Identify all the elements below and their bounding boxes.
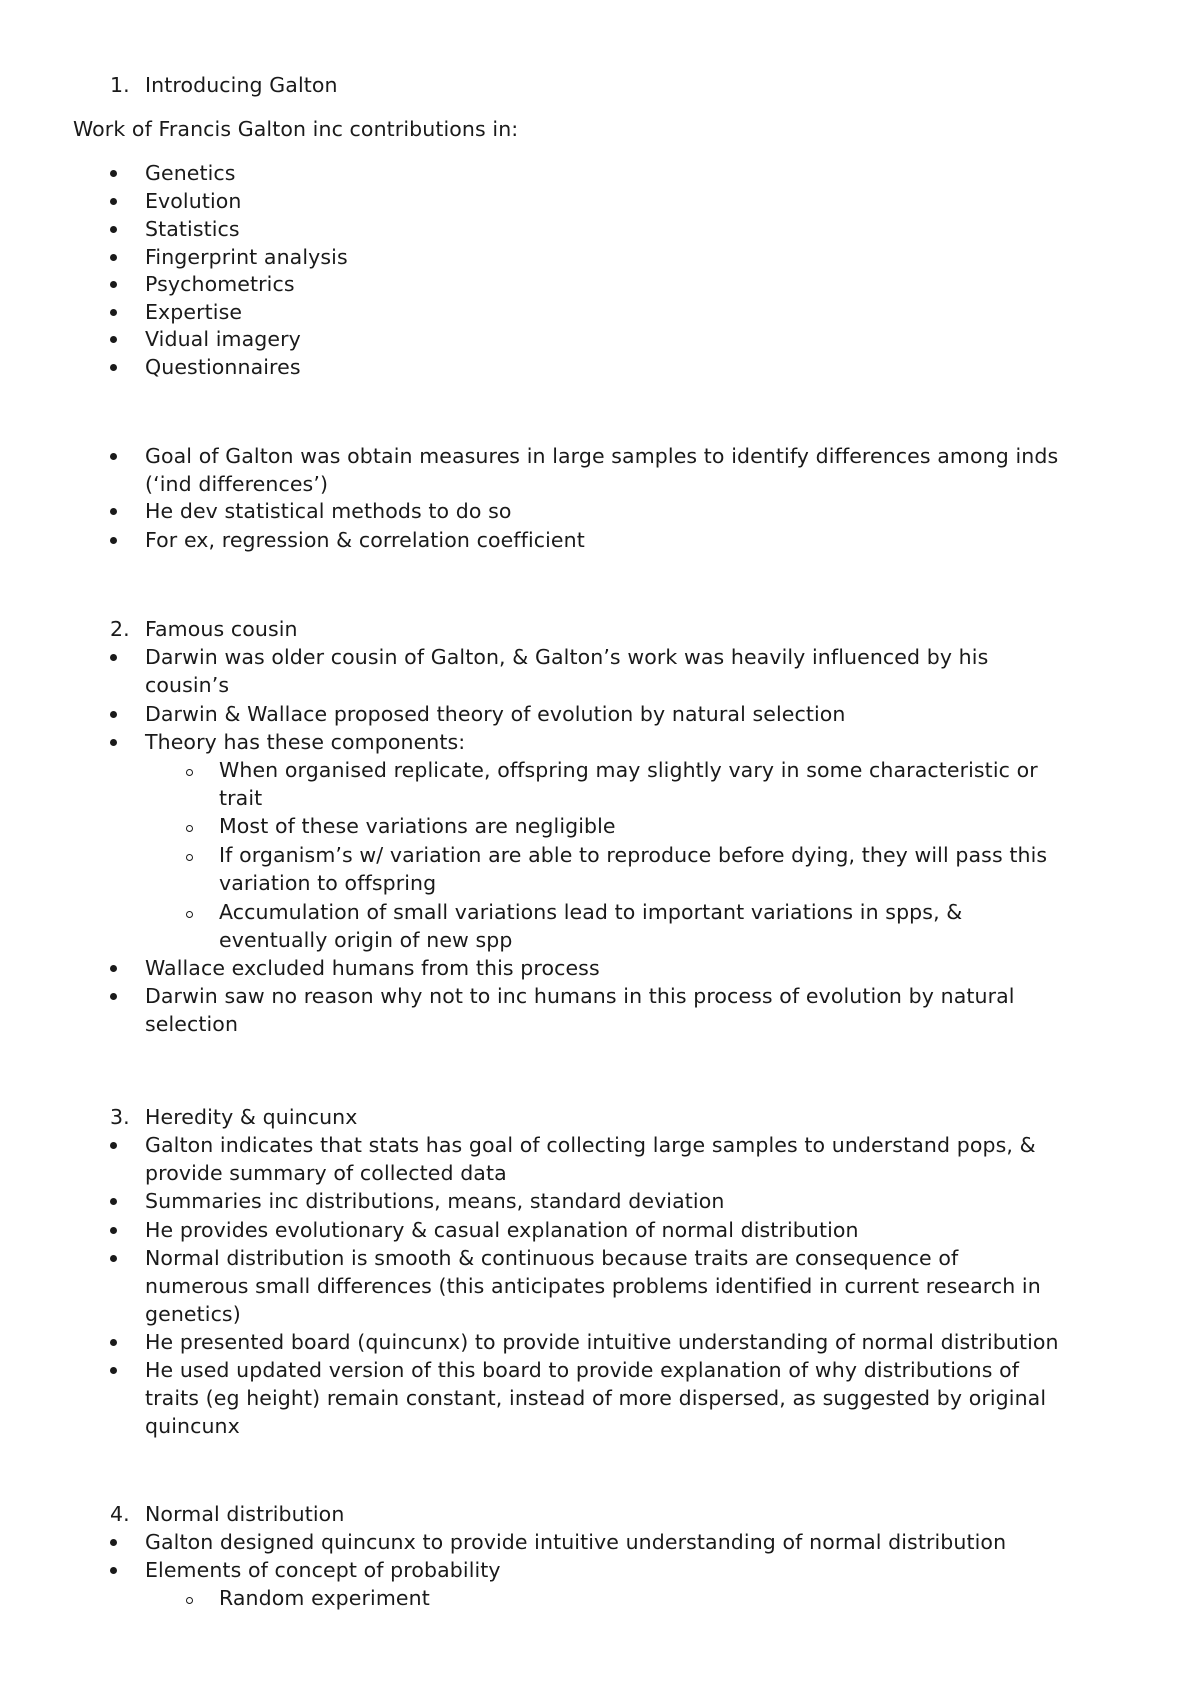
list-item-continuation: traits (eg height) remain constant, instead of more dispersed, as suggested by original <box>145 1386 1047 1410</box>
sub-bullet-icon <box>186 1597 193 1604</box>
list-item-continuation: quincunx <box>145 1414 240 1438</box>
bullet-icon <box>110 336 117 343</box>
section-heading: Normal distribution <box>145 1502 345 1526</box>
list-item: He dev statistical methods to do so <box>145 499 512 523</box>
list-item: Evolution <box>145 189 242 213</box>
section-number: 4. <box>110 1502 130 1526</box>
section-number: 1. <box>110 73 130 97</box>
bullet-icon <box>110 1367 117 1374</box>
bullet-icon <box>110 226 117 233</box>
list-item: Summaries inc distributions, means, standard deviation <box>145 1189 725 1213</box>
list-item: Goal of Galton was obtain measures in large samples to identify differences among inds <box>145 444 1059 468</box>
bullet-icon <box>110 965 117 972</box>
list-item-continuation: genetics) <box>145 1302 241 1326</box>
bullet-icon <box>110 170 117 177</box>
bullet-icon <box>110 309 117 316</box>
section-intro: Work of Francis Galton inc contributions in: <box>73 117 519 141</box>
list-item: He provides evolutionary & casual explanation of normal distribution <box>145 1218 859 1242</box>
bullet-icon <box>110 453 117 460</box>
sub-list-item-continuation: trait <box>219 786 263 810</box>
list-item-continuation: selection <box>145 1012 239 1036</box>
bullet-icon <box>110 364 117 371</box>
bullet-icon <box>110 711 117 718</box>
bullet-icon <box>110 739 117 746</box>
bullet-icon <box>110 537 117 544</box>
sub-list-item: Random experiment <box>219 1586 430 1610</box>
list-item: Normal distribution is smooth & continuous because traits are consequence of <box>145 1246 959 1270</box>
sub-list-item: If organism’s w/ variation are able to reproduce before dying, they will pass this <box>219 843 1048 867</box>
section-number: 3. <box>110 1105 130 1129</box>
list-item: Darwin was older cousin of Galton, & Galton’s work was heavily influenced by his <box>145 645 989 669</box>
list-item: He used updated version of this board to provide explanation of why distributions of <box>145 1358 1020 1382</box>
list-item: For ex, regression & correlation coefficient <box>145 528 585 552</box>
bullet-icon <box>110 281 117 288</box>
bullet-icon <box>110 1339 117 1346</box>
sub-list-item-continuation: variation to offspring <box>219 871 437 895</box>
bullet-icon <box>110 1539 117 1546</box>
bullet-icon <box>110 1198 117 1205</box>
bullet-icon <box>110 654 117 661</box>
list-item: Darwin saw no reason why not to inc humans in this process of evolution by natural <box>145 984 1015 1008</box>
section-heading: Introducing Galton <box>145 73 338 97</box>
list-item: Statistics <box>145 217 240 241</box>
list-item: Galton designed quincunx to provide intuitive understanding of normal distribution <box>145 1530 1007 1554</box>
list-item: Darwin & Wallace proposed theory of evolution by natural selection <box>145 702 846 726</box>
sub-list-item: Most of these variations are negligible <box>219 814 616 838</box>
bullet-icon <box>110 1142 117 1149</box>
bullet-icon <box>110 1255 117 1262</box>
list-item: Genetics <box>145 161 236 185</box>
sub-bullet-icon <box>186 769 193 776</box>
bullet-icon <box>110 508 117 515</box>
sub-bullet-icon <box>186 825 193 832</box>
bullet-icon <box>110 993 117 1000</box>
list-item: Elements of concept of probability <box>145 1558 501 1582</box>
bullet-icon <box>110 198 117 205</box>
list-item: Wallace excluded humans from this process <box>145 956 600 980</box>
list-item: He presented board (quincunx) to provide intuitive understanding of normal distribution <box>145 1330 1059 1354</box>
section-number: 2. <box>110 617 130 641</box>
list-item: Questionnaires <box>145 355 301 379</box>
sub-list-item: When organised replicate, offspring may slightly vary in some characteristic or <box>219 758 1038 782</box>
list-item: Galton indicates that stats has goal of collecting large samples to understand pops, & <box>145 1133 1036 1157</box>
list-item: Theory has these components: <box>145 730 466 754</box>
list-item: Psychometrics <box>145 272 295 296</box>
sub-list-item: Accumulation of small variations lead to important variations in spps, & <box>219 900 963 924</box>
sub-list-item-continuation: eventually origin of new spp <box>219 928 513 952</box>
list-item-continuation: numerous small differences (this anticipates problems identified in current research in <box>145 1274 1041 1298</box>
bullet-icon <box>110 1567 117 1574</box>
list-item-continuation: cousin’s <box>145 673 230 697</box>
section-heading: Heredity & quincunx <box>145 1105 358 1129</box>
list-item: Vidual imagery <box>145 327 301 351</box>
section-heading: Famous cousin <box>145 617 298 641</box>
list-item-continuation: provide summary of collected data <box>145 1161 507 1185</box>
sub-bullet-icon <box>186 911 193 918</box>
list-item: Fingerprint analysis <box>145 245 348 269</box>
bullet-icon <box>110 1227 117 1234</box>
sub-bullet-icon <box>186 854 193 861</box>
bullet-icon <box>110 254 117 261</box>
list-item: Expertise <box>145 300 243 324</box>
list-item-continuation: (‘ind differences’) <box>145 472 329 496</box>
